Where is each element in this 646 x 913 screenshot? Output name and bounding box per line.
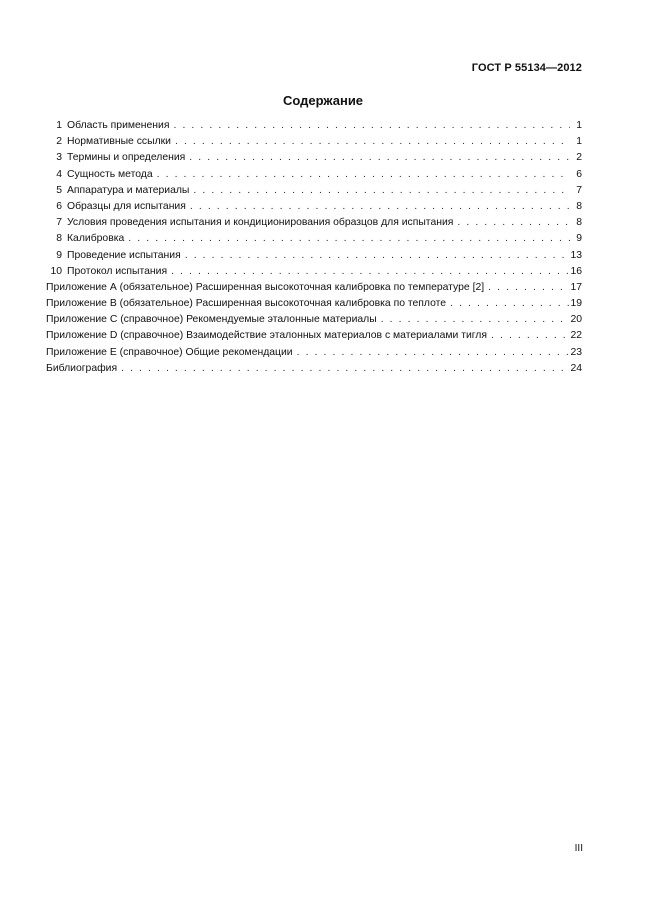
toc-leader-dots xyxy=(167,264,570,280)
toc-entry-label: Условия проведения испытания и кондиционирования образцов для испытания xyxy=(67,217,454,229)
document-id: ГОСТ Р 55134—2012 xyxy=(471,62,582,74)
toc-entry-number: 7 xyxy=(56,217,62,229)
toc-entry-label: Приложение Е (справочное) Общие рекомендации xyxy=(46,346,293,358)
toc-entry-page: 8 xyxy=(576,200,582,212)
toc-entry-label: Калибровка xyxy=(67,233,125,245)
toc-leader-dots xyxy=(153,167,570,183)
toc-entry[interactable] xyxy=(46,231,582,247)
toc-entry-number: 6 xyxy=(56,200,62,212)
toc-leader-dots xyxy=(124,231,570,247)
toc-entry-label: Аппаратура и материалы xyxy=(67,184,190,196)
toc-entry-page: 17 xyxy=(570,281,582,293)
toc-leader-dots xyxy=(487,328,570,344)
toc-entry-page: 24 xyxy=(570,362,582,374)
toc-leader-dots xyxy=(169,118,570,134)
toc-entry-label: Проведение испытания xyxy=(67,249,181,261)
toc-leader-dots xyxy=(453,215,570,231)
toc-entry-number: 10 xyxy=(50,265,62,277)
toc-entry-number: 5 xyxy=(56,184,62,196)
toc-entry-number: 3 xyxy=(56,152,62,164)
table-of-contents xyxy=(46,118,582,377)
toc-entry[interactable] xyxy=(46,280,582,296)
toc-entry-label: Сущность метода xyxy=(67,168,153,180)
toc-leader-dots xyxy=(377,312,570,328)
toc-entry-label: Библиография xyxy=(46,362,118,374)
toc-entry-page: 20 xyxy=(570,314,582,326)
toc-entry-label: Протокол испытания xyxy=(67,265,168,277)
toc-entry-label: Приложение В (обязательное) Расширенная высокоточная калибровка по теплоте xyxy=(46,298,447,310)
toc-entry-label: Приложение С (справочное) Рекомендуемые эталонные материалы xyxy=(46,314,377,326)
toc-entry[interactable] xyxy=(46,215,582,231)
toc-leader-dots xyxy=(186,199,570,215)
toc-entry[interactable] xyxy=(46,150,582,166)
toc-entry-page: 22 xyxy=(570,330,582,342)
toc-entry-page: 8 xyxy=(576,217,582,229)
toc-entry-label: Приложение А (обязательное) Расширенная высокоточная калибровка по температуре [2] xyxy=(46,281,485,293)
toc-entry[interactable] xyxy=(46,264,582,280)
toc-entry-page: 16 xyxy=(570,265,582,277)
toc-entry-label: Приложение D (справочное) Взаимодействие эталонных материалов с материалами тигля xyxy=(46,330,488,342)
toc-entry-page: 7 xyxy=(576,184,582,196)
toc-entry[interactable] xyxy=(46,345,582,361)
toc-entry-label: Нормативные ссылки xyxy=(67,136,171,148)
toc-entry-number: 4 xyxy=(56,168,62,180)
toc-entry-page: 1 xyxy=(576,120,582,131)
toc-entry[interactable] xyxy=(46,248,582,264)
toc-entry[interactable] xyxy=(46,183,582,199)
toc-entry[interactable] xyxy=(46,167,582,183)
toc-entry-page: 23 xyxy=(570,346,582,358)
toc-entry-page: 1 xyxy=(576,136,582,148)
toc-leader-dots xyxy=(171,134,570,150)
toc-entry-page: 9 xyxy=(576,233,582,245)
toc-leader-dots xyxy=(185,150,570,166)
toc-leader-dots xyxy=(446,296,570,312)
toc-entry-page: 19 xyxy=(570,298,582,310)
toc-entry[interactable] xyxy=(46,199,582,215)
toc-leader-dots xyxy=(117,361,570,377)
toc-leader-dots xyxy=(189,183,570,199)
toc-entry-number: 9 xyxy=(56,249,62,261)
toc-entry[interactable] xyxy=(46,118,582,134)
toc-entry-number: 1 xyxy=(56,120,62,131)
toc-entry-label: Образцы для испытания xyxy=(67,200,186,212)
toc-entry-page: 6 xyxy=(576,168,582,180)
toc-entry[interactable] xyxy=(46,361,582,377)
toc-entry-page: 2 xyxy=(576,152,582,164)
page-title: Содержание xyxy=(282,93,364,108)
toc-entry-number: 2 xyxy=(56,136,62,148)
toc-leader-dots xyxy=(484,280,570,296)
toc-entry[interactable] xyxy=(46,134,582,150)
toc-entry-label: Термины и определения xyxy=(67,152,186,164)
toc-entry-page: 13 xyxy=(570,249,582,261)
toc-entry[interactable] xyxy=(46,328,582,344)
toc-entry-label: Область применения xyxy=(67,120,170,131)
toc-entry[interactable] xyxy=(46,312,582,328)
toc-leader-dots xyxy=(293,345,570,361)
toc-leader-dots xyxy=(181,248,570,264)
toc-entry[interactable] xyxy=(46,296,582,312)
toc-entry-number: 8 xyxy=(56,233,62,245)
page-number: III xyxy=(574,843,583,854)
